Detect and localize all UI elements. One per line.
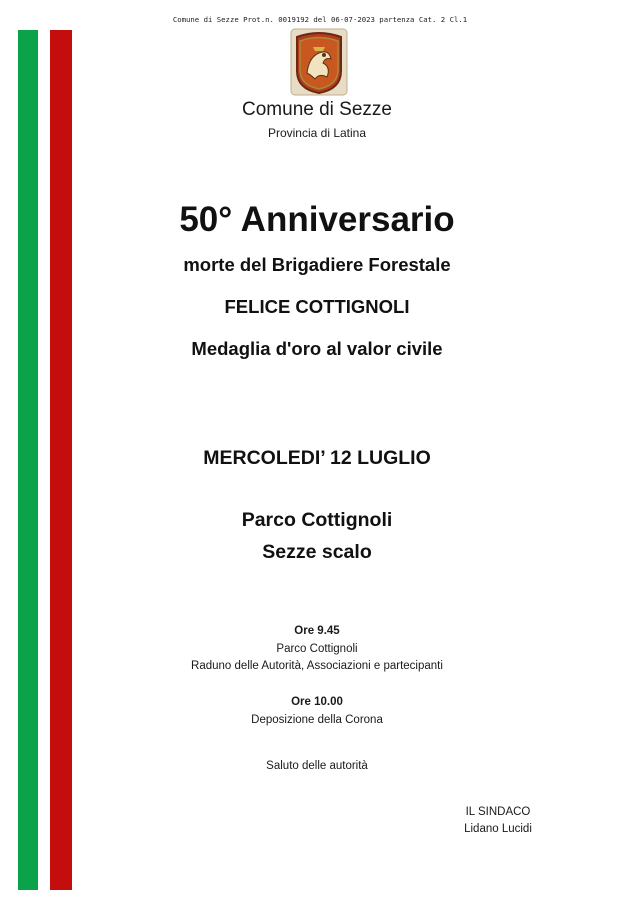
honor-text: Medaglia d'oro al valor civile <box>191 338 443 359</box>
flag-stripe-red <box>50 30 72 890</box>
event-subtitle: morte del Brigadiere Forestale <box>183 254 451 275</box>
crest-icon <box>289 27 349 97</box>
honoree-name: FELICE COTTIGNOLI <box>224 296 410 317</box>
flag-stripe-green <box>18 30 38 890</box>
event-area: Sezze scalo <box>262 541 372 563</box>
program-description-1: Raduno delle Autorità, Associazioni e partecipanti <box>191 660 443 672</box>
signature-name: Lidano Lucidi <box>464 823 532 835</box>
program-description-3: Saluto delle autorità <box>266 760 368 772</box>
flag-stripe-white <box>38 30 50 890</box>
event-place: Parco Cottignoli <box>241 509 393 531</box>
municipality-name: Comune di Sezze <box>242 99 392 120</box>
protocol-number: Comune di Sezze Prot.n. 0019192 del 06-07-2023 partenza Cat. 2 Cl.1 <box>172 15 468 24</box>
program-time-2: Ore 10.00 <box>291 696 343 708</box>
event-date: MERCOLEDI’ 12 LUGLIO <box>203 447 431 469</box>
signature-title: IL SINDACO <box>465 806 531 818</box>
program-time-1: Ore 9.45 <box>294 625 340 637</box>
province-name: Provincia di Latina <box>267 126 367 140</box>
program-description-2: Deposizione della Corona <box>251 714 383 726</box>
event-title: 50° Anniversario <box>179 200 455 239</box>
program-location-1: Parco Cottignoli <box>276 643 358 655</box>
